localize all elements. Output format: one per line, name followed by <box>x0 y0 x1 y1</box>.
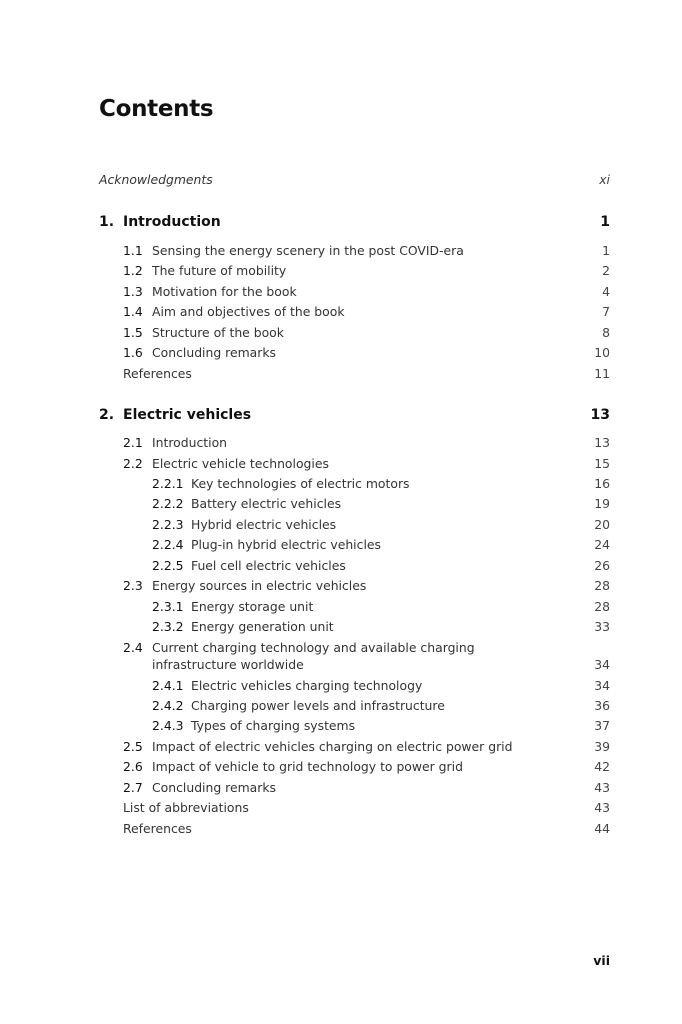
toc-entry-references[interactable] <box>0 365 682 383</box>
section-title: Concluding remarks <box>152 345 276 360</box>
chapter-number: 1. <box>99 214 115 230</box>
subsection-page: 34 <box>594 678 610 693</box>
subsection-title: Energy generation unit <box>191 619 334 634</box>
section-number: 2.3 <box>123 578 143 593</box>
subsection-number: 2.4.3 <box>152 718 184 733</box>
toc-subentry[interactable] <box>0 495 682 513</box>
chapter-page: 1 <box>600 214 610 230</box>
section-title: Energy sources in electric vehicles <box>152 578 367 593</box>
toc-subentry[interactable] <box>0 475 682 493</box>
subsection-title: Key technologies of electric motors <box>191 476 410 491</box>
subsection-title: Types of charging systems <box>191 718 356 733</box>
section-number: 2.6 <box>123 759 143 774</box>
subsection-number: 2.3.2 <box>152 619 184 634</box>
section-number: 1.4 <box>123 304 143 319</box>
page-number: vii <box>593 953 610 968</box>
toc-entry-continuation[interactable] <box>0 656 682 674</box>
subsection-title: Fuel cell electric vehicles <box>191 558 346 573</box>
references-label: References <box>123 821 192 836</box>
section-number: 2.2 <box>123 456 143 471</box>
toc-entry[interactable] <box>0 758 682 776</box>
subsection-page: 37 <box>594 718 610 733</box>
toc-chapter-2[interactable] <box>0 405 682 425</box>
toc-entry[interactable] <box>0 303 682 321</box>
subsection-number: 2.4.2 <box>152 698 184 713</box>
references-page: 11 <box>594 366 610 381</box>
toc-entry-label: Acknowledgments <box>99 172 213 187</box>
section-page: 8 <box>602 325 610 340</box>
section-title: Structure of the book <box>152 325 284 340</box>
section-number: 2.5 <box>123 739 143 754</box>
section-number: 1.3 <box>123 284 143 299</box>
subsection-number: 2.2.5 <box>152 558 184 573</box>
toc-entry-page: xi <box>599 172 610 187</box>
section-title: Concluding remarks <box>152 780 276 795</box>
section-title: Electric vehicle technologies <box>152 456 329 471</box>
toc-entry[interactable] <box>0 455 682 473</box>
section-title: The future of mobility <box>152 263 287 278</box>
subsection-page: 26 <box>594 558 610 573</box>
section-page: 15 <box>594 456 610 471</box>
section-page: 43 <box>594 780 610 795</box>
section-title: Current charging technology and available charging <box>152 640 475 655</box>
subsection-page: 20 <box>594 517 610 532</box>
subsection-page: 24 <box>594 537 610 552</box>
toc-subentry[interactable] <box>0 536 682 554</box>
toc-entry[interactable] <box>0 262 682 280</box>
section-number: 1.5 <box>123 325 143 340</box>
toc-entry-acknowledgments[interactable] <box>0 171 682 189</box>
subsection-number: 2.2.4 <box>152 537 184 552</box>
subsection-title: Plug-in hybrid electric vehicles <box>191 537 381 552</box>
toc-entry[interactable] <box>0 639 682 657</box>
subsection-title: Battery electric vehicles <box>191 496 342 511</box>
toc-subentry[interactable] <box>0 717 682 735</box>
subsection-number: 2.4.1 <box>152 678 184 693</box>
section-number: 2.1 <box>123 435 143 450</box>
toc-entry-references[interactable] <box>0 820 682 838</box>
toc-subentry[interactable] <box>0 677 682 695</box>
toc-entry-abbreviations[interactable] <box>0 799 682 817</box>
toc-entry[interactable] <box>0 779 682 797</box>
subsection-page: 19 <box>594 496 610 511</box>
section-number: 2.4 <box>123 640 143 655</box>
section-page: 34 <box>594 657 610 672</box>
section-page: 28 <box>594 578 610 593</box>
toc-entry[interactable] <box>0 324 682 342</box>
toc-entry[interactable] <box>0 577 682 595</box>
subsection-title: Charging power levels and infrastructure <box>191 698 445 713</box>
section-number: 2.7 <box>123 780 143 795</box>
subsection-number: 2.2.2 <box>152 496 184 511</box>
toc-entry[interactable] <box>0 434 682 452</box>
subsection-title: Energy storage unit <box>191 599 314 614</box>
section-page: 1 <box>602 243 610 258</box>
section-title: Impact of electric vehicles charging on electric power grid <box>152 739 513 754</box>
section-title: Introduction <box>152 435 228 450</box>
toc-subentry[interactable] <box>0 557 682 575</box>
section-page: 42 <box>594 759 610 774</box>
section-title: Sensing the energy scenery in the post COVID-era <box>152 243 464 258</box>
subsection-title: Hybrid electric vehicles <box>191 517 337 532</box>
abbreviations-label: List of abbreviations <box>123 800 249 815</box>
toc-subentry[interactable] <box>0 516 682 534</box>
section-page: 2 <box>602 263 610 278</box>
chapter-title: Introduction <box>123 214 221 230</box>
section-page: 4 <box>602 284 610 299</box>
toc-entry[interactable] <box>0 344 682 362</box>
toc-chapter-1[interactable] <box>0 212 682 232</box>
chapter-number: 2. <box>99 407 115 423</box>
page-title: Contents <box>99 96 214 122</box>
subsection-page: 28 <box>594 599 610 614</box>
section-page: 10 <box>594 345 610 360</box>
toc-entry[interactable] <box>0 283 682 301</box>
references-page: 44 <box>594 821 610 836</box>
section-number: 1.2 <box>123 263 143 278</box>
section-page: 13 <box>594 435 610 450</box>
section-title: Aim and objectives of the book <box>152 304 345 319</box>
toc-entry[interactable] <box>0 242 682 260</box>
subsection-title: Electric vehicles charging technology <box>191 678 423 693</box>
subsection-page: 33 <box>594 619 610 634</box>
section-page: 7 <box>602 304 610 319</box>
section-title: Motivation for the book <box>152 284 297 299</box>
toc-subentry[interactable] <box>0 618 682 636</box>
subsection-page: 16 <box>594 476 610 491</box>
section-page: 39 <box>594 739 610 754</box>
subsection-number: 2.2.1 <box>152 476 184 491</box>
section-number: 1.6 <box>123 345 143 360</box>
toc-subentry[interactable] <box>0 697 682 715</box>
toc-entry[interactable] <box>0 738 682 756</box>
section-title: Impact of vehicle to grid technology to power grid <box>152 759 463 774</box>
chapter-title: Electric vehicles <box>123 407 252 423</box>
subsection-number: 2.3.1 <box>152 599 184 614</box>
subsection-page: 36 <box>594 698 610 713</box>
chapter-page: 13 <box>590 407 610 423</box>
section-number: 1.1 <box>123 243 143 258</box>
section-title-continuation: infrastructure worldwide <box>152 657 304 672</box>
references-label: References <box>123 366 192 381</box>
abbreviations-page: 43 <box>594 800 610 815</box>
subsection-number: 2.2.3 <box>152 517 184 532</box>
toc-subentry[interactable] <box>0 598 682 616</box>
